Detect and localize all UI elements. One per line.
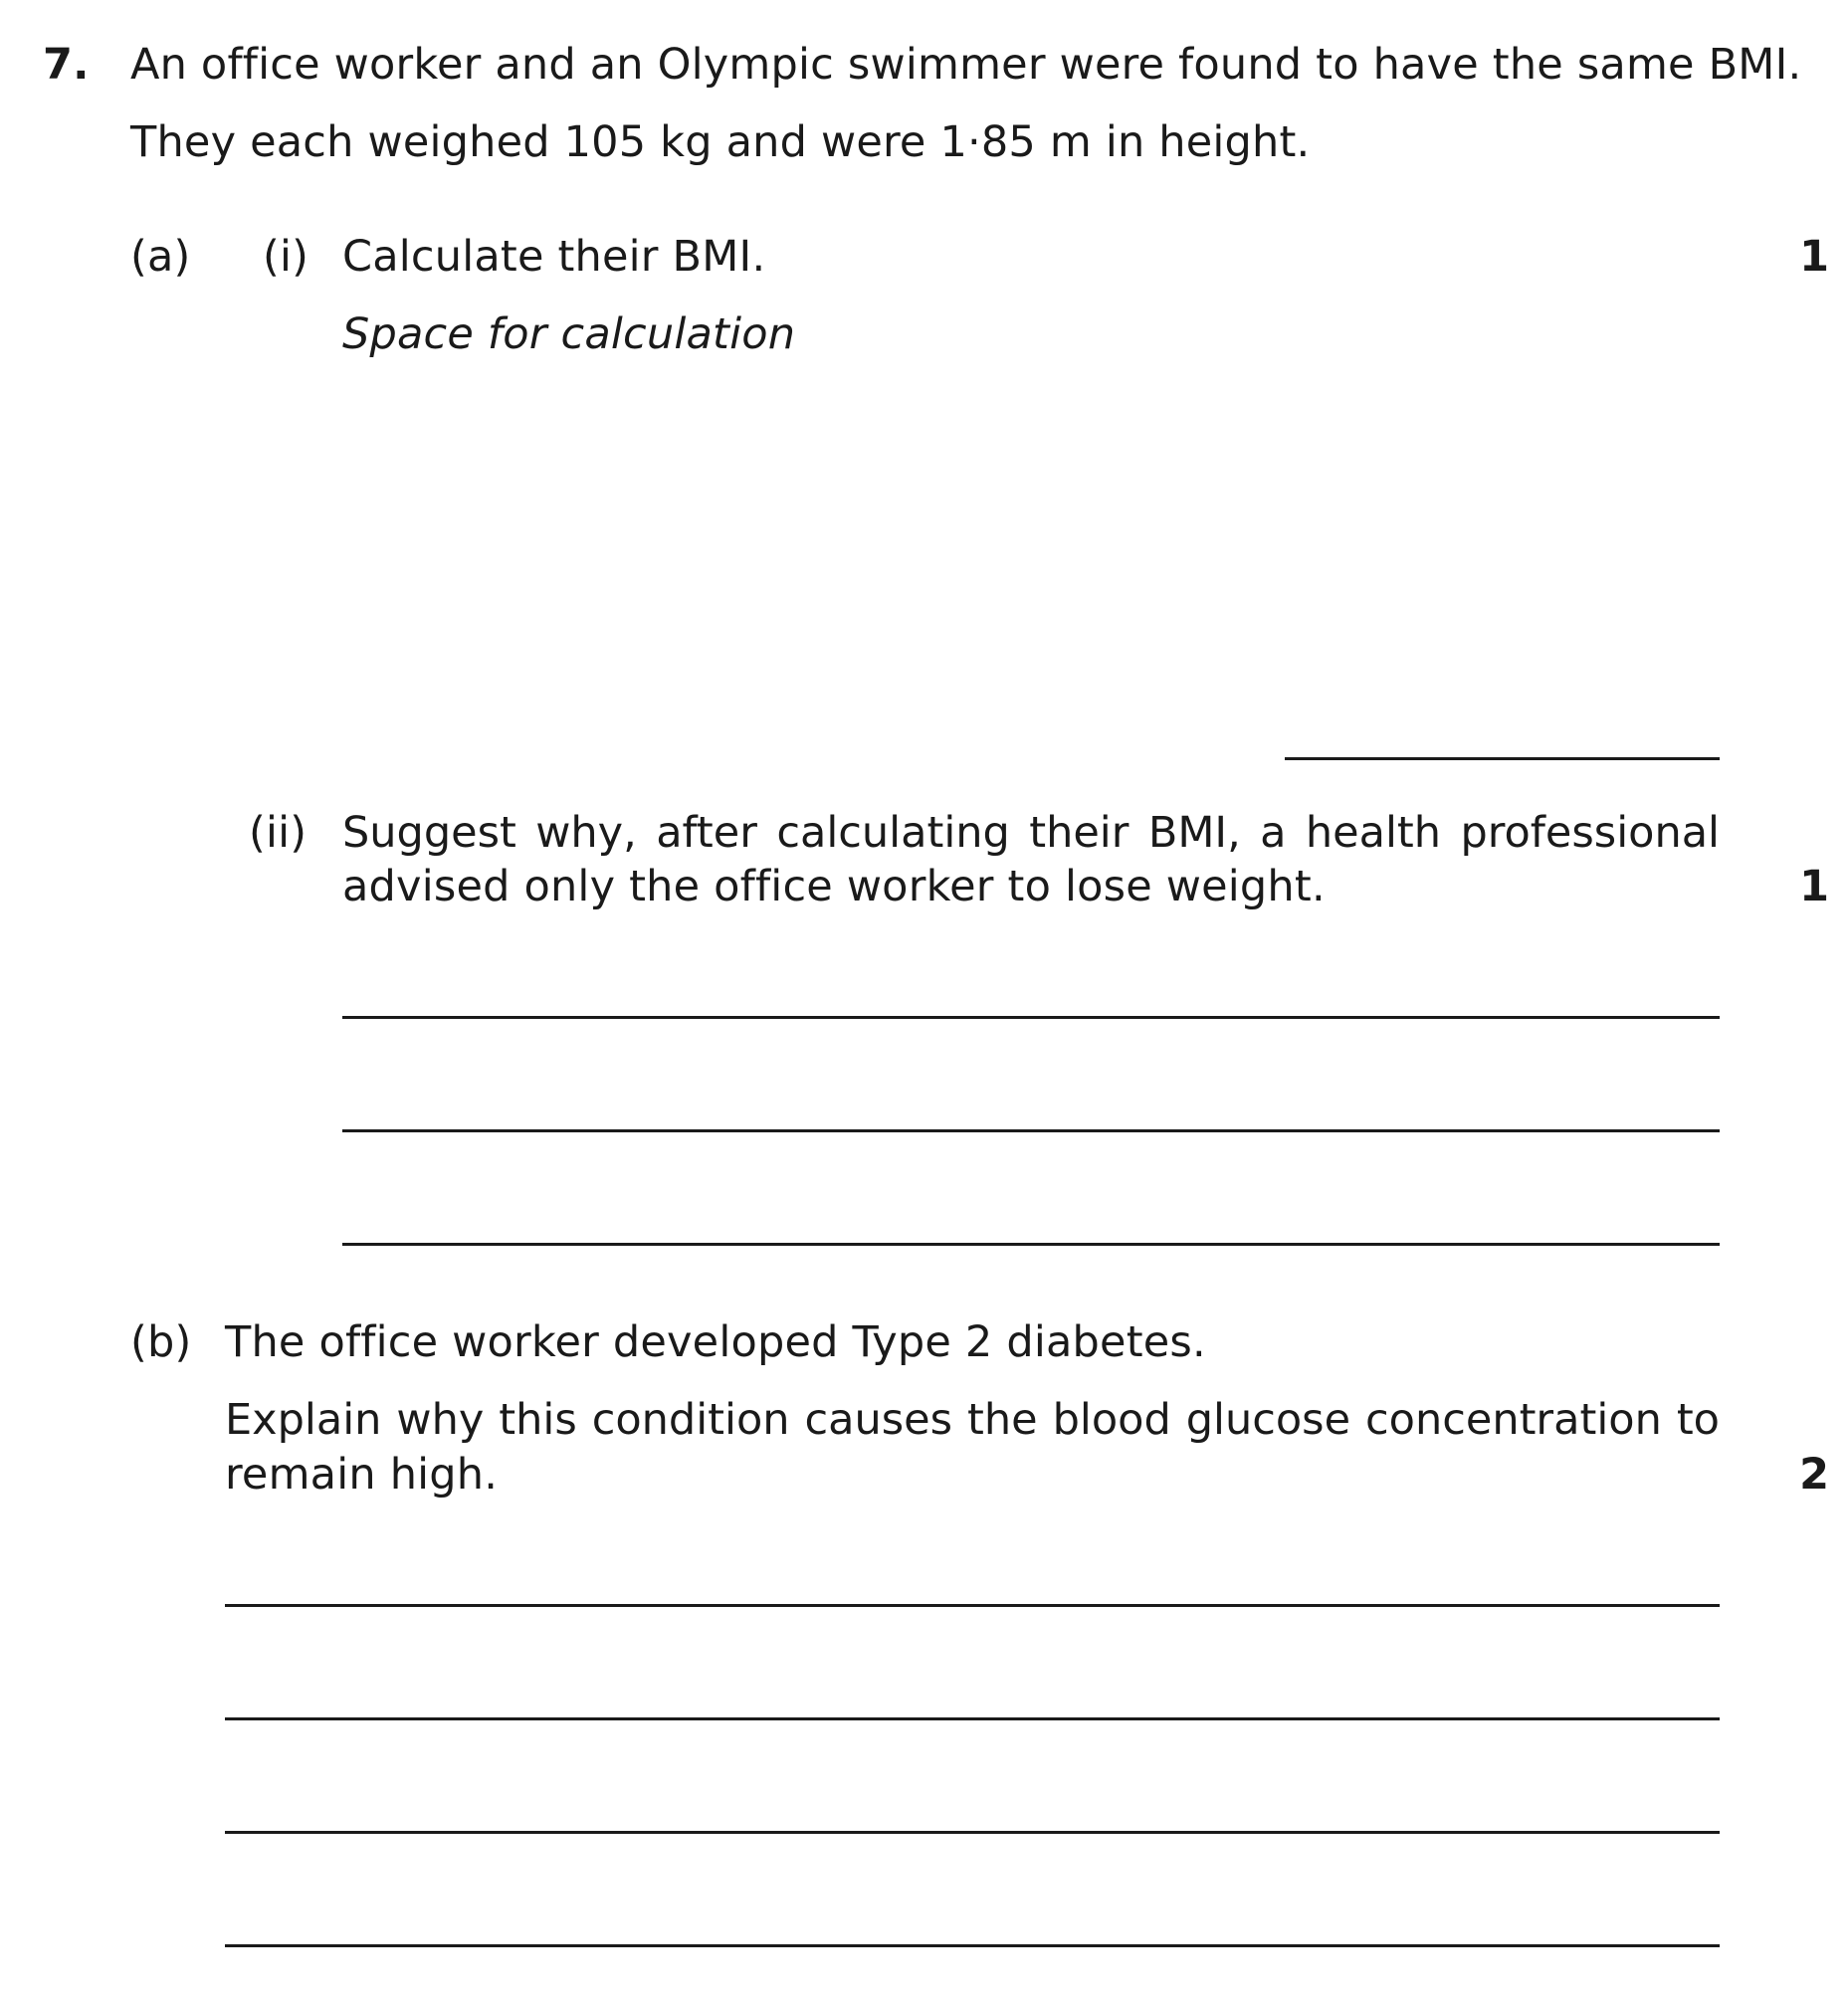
question-intro-line1: An office worker and an Olympic swimmer were found to have the same BMI. xyxy=(130,40,1802,90)
answer-line-b-2[interactable] xyxy=(225,1717,1720,1720)
calculation-space-label: Space for calculation xyxy=(342,309,796,359)
answer-line-a-ii-1[interactable] xyxy=(342,1016,1720,1019)
answer-line-a-ii-3[interactable] xyxy=(342,1243,1720,1246)
part-a-ii-marks: 1 xyxy=(1799,862,1829,911)
part-b-statement: The office worker developed Type 2 diabetes. xyxy=(225,1317,1206,1367)
part-a-ii-question-line1: Suggest why, after calculating their BMI, a health professional xyxy=(342,808,1720,858)
answer-line-b-3[interactable] xyxy=(225,1831,1720,1834)
part-b-question-line1: Explain why this condition causes the blood glucose concentration to xyxy=(225,1395,1720,1445)
part-a-ii-label: (ii) xyxy=(249,808,308,858)
answer-line-b-1[interactable] xyxy=(225,1604,1720,1607)
part-a-label: (a) xyxy=(130,232,191,282)
part-a-i-marks: 1 xyxy=(1799,232,1829,282)
part-a-i-label: (i) xyxy=(263,232,309,282)
answer-line-a-i[interactable] xyxy=(1285,757,1720,760)
question-intro-line2: They each weighed 105 kg and were 1·85 m in height. xyxy=(130,117,1311,167)
part-a-i-question: Calculate their BMI. xyxy=(342,232,766,282)
answer-line-b-4[interactable] xyxy=(225,1944,1720,1947)
part-b-label: (b) xyxy=(130,1317,192,1367)
answer-line-a-ii-2[interactable] xyxy=(342,1129,1720,1132)
part-b-question-line2: remain high. xyxy=(225,1450,499,1500)
part-b-marks: 2 xyxy=(1799,1450,1829,1500)
question-number: 7. xyxy=(43,40,90,90)
part-a-ii-question-line2: advised only the office worker to lose weight. xyxy=(342,862,1326,911)
